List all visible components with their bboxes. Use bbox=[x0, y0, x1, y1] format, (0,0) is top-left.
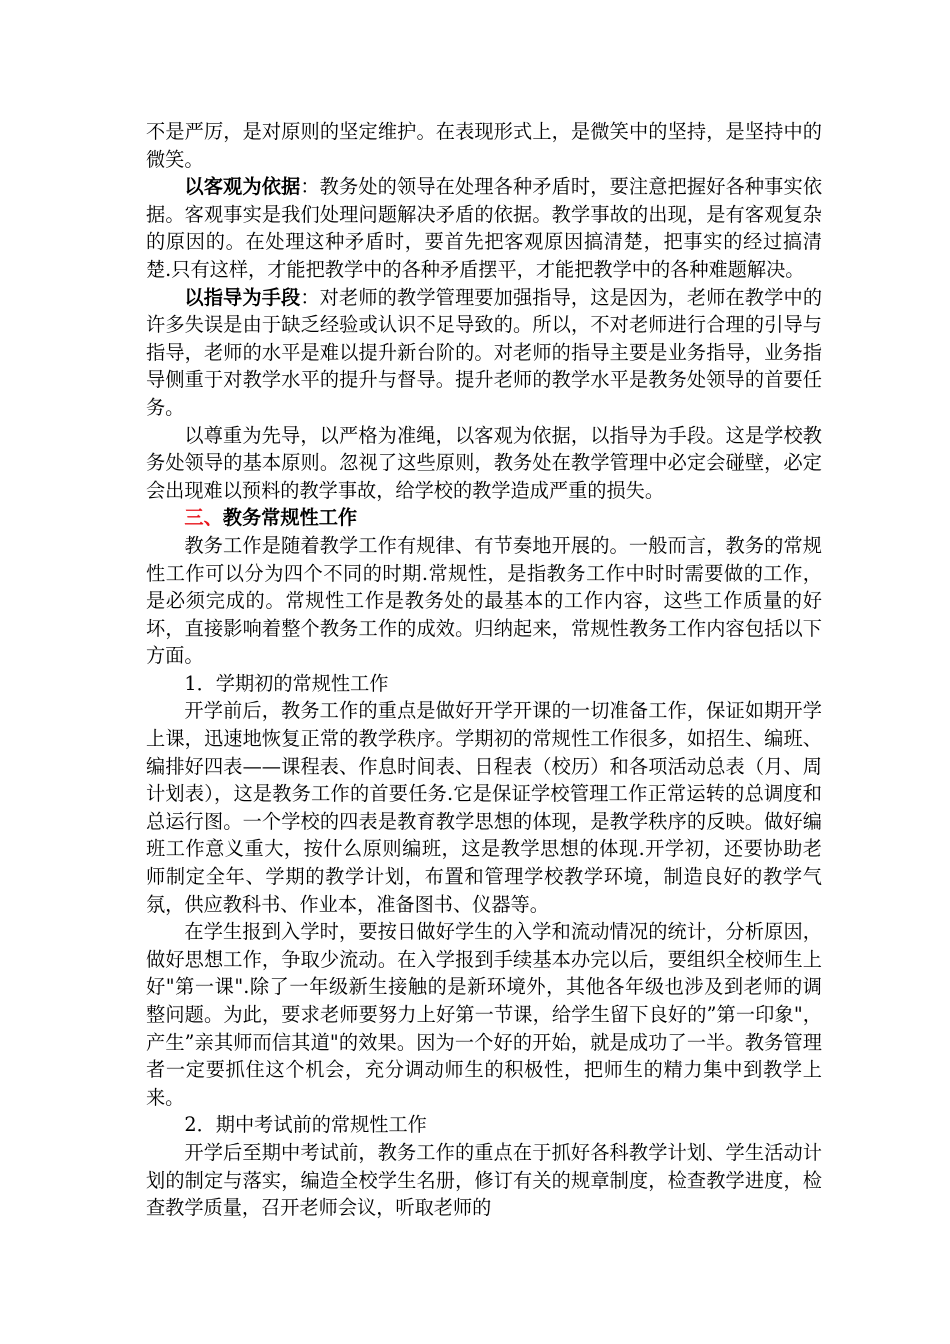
paragraph-text: 开学后至期中考试前，教务工作的重点在于抓好各科教学计划、学生活动计划的制定与落实，编造全校学生名册，修订有关的规章制度，检查教学进度，检查教学质量，召开老师会议，听取老师的 bbox=[146, 1140, 822, 1220]
paragraph-lead: 以客观为依据 bbox=[184, 175, 301, 199]
section-title: 教务常规性工作 bbox=[222, 506, 358, 530]
paragraph-principles-summary bbox=[146, 422, 822, 505]
paragraph-text: ：教务处的领导在处理各种矛盾时，要注意把握好各种事实依据。客观事实是我们处理问题解决矛盾的依据。教学事故的出现，是有客观复杂的原因的。在处理这种矛盾时，要首先把客观原因搞清楚，把事实的经过搞清楚.只有这样，才能把教学中的各种矛盾摆平，才能把教学中的各种难题解决。 bbox=[146, 175, 823, 281]
paragraph-text: 开学前后，教务工作的重点是做好开学开课的一切准备工作，保证如期开学上课，迅速地恢复正常的教学秩序。学期初的常规性工作很多，如招生、编班、编排好四表——课程表、作息时间表、日程表（校历）和各项活动总表（月、周计划表），这是教务工作的首要任务.它是保证学校管理工作正常运转的总调度和总运行图。一个学校的四表是教育教学思想的体现，是教学秩序的反映。做好编班工作意义重大，按什么原则编班，这是教学思想的体现.开学初，还要协助老师制定全年、学期的教学计划，布置和管理学校教学环境，制造良好的教学气氛，供应教科书、作业本，准备图书、仪器等。 bbox=[146, 699, 822, 916]
subheading-semester-start bbox=[146, 670, 822, 698]
paragraph-text: 以尊重为先导，以严格为准绳，以客观为依据，以指导为手段。这是学校教务处领导的基本原则。忽视了这些原则，教务处在教学管理中必定会碰壁，必定会出现难以预料的教学事故，给学校的教学造成严重的损失。 bbox=[146, 423, 822, 502]
paragraph-text: 教务工作是随着教学工作有规律、有节奏地开展的。一般而言，教务的常规性工作可以分为四个不同的时期.常规性，是指教务工作中时时需要做的工作，是必须完成的。常规性工作是教务处的最基本的工作内容，这些工作质量的好坏，直接影响着整个教务工作的成效。归纳起来，常规性教务工作内容包括以下方面。 bbox=[146, 533, 822, 668]
paragraph-lead: 以指导为手段 bbox=[184, 285, 301, 309]
paragraph-text: ：对老师的教学管理要加强指导，这是因为，老师在教学中的许多失误是由于缺乏经验或认识不足导致的。所以，不对老师进行合理的引导与指导，老师的水平是难以提升新台阶的。对老师的指导主要是业务指导，业务指导侧重于对教学水平的提升与督导。提升老师的教学水平是教务处领导的首要任务。 bbox=[146, 285, 823, 419]
paragraph-objective-basis bbox=[146, 173, 822, 283]
subheading-text: 2．期中考试前的常规性工作 bbox=[184, 1113, 427, 1137]
paragraph-section-intro bbox=[146, 532, 822, 670]
paragraph-text: 不是严厉，是对原则的坚定维护。在表现形式上，是微笑中的坚持，是坚持中的微笑。 bbox=[146, 120, 822, 171]
subheading-text: 1．学期初的常规性工作 bbox=[184, 671, 389, 695]
paragraph-semester-start bbox=[146, 697, 822, 918]
paragraph-guidance-means bbox=[146, 284, 822, 422]
paragraph-continuation bbox=[146, 118, 822, 173]
section-heading bbox=[146, 504, 822, 532]
subheading-before-midterm bbox=[146, 1111, 822, 1139]
paragraph-text: 在学生报到入学时，要按日做好学生的入学和流动情况的统计，分析原因，做好思想工作，争取少流动。在入学报到手续基本办完以后，要组织全校师生上好"第一课".除了一年级新生接触的是新环境外，其他各年级也涉及到老师的调整问题。为此，要求老师要努力上好第一节课，给学生留下良好的”第一印象"，产生”亲其师而信其道"的效果。因为一个好的开始，就是成功了一半。教务管理者一定要抓住这个机会，充分调动师生的积极性，把师生的精力集中到教学上来。 bbox=[146, 920, 822, 1109]
paragraph-before-midterm bbox=[146, 1139, 822, 1222]
section-number: 三、 bbox=[184, 506, 223, 530]
paragraph-enrollment bbox=[146, 918, 822, 1111]
